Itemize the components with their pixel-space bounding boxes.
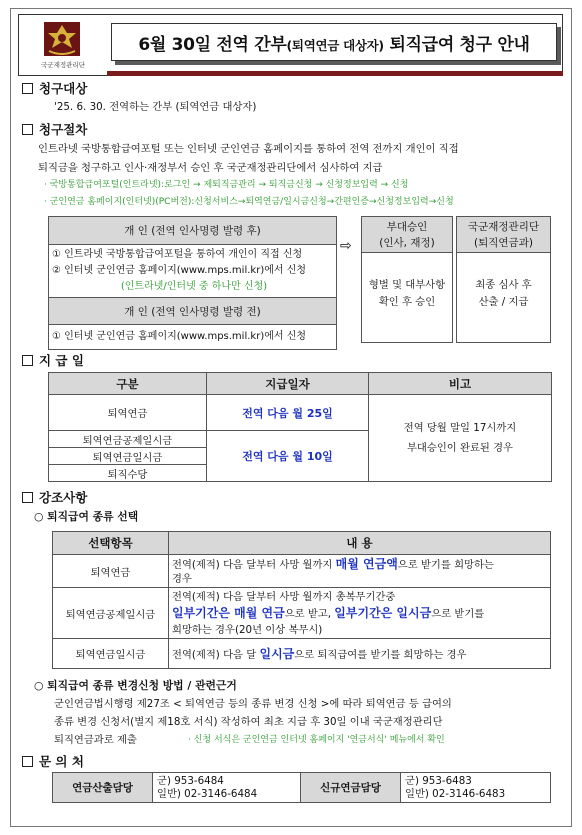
title-box bbox=[111, 23, 557, 61]
payday-col-date: 지급일자 bbox=[207, 373, 369, 395]
contact-label-calc: 연금산출담당 bbox=[53, 773, 153, 803]
emphasis-sub-heading-2: ○ 퇴직급여 종류 변경신청 방법 / 관련근거 bbox=[34, 679, 237, 692]
payday-table bbox=[48, 372, 552, 482]
contact-new-numbers: 군) 953-6483 일반) 02-3146-6483 bbox=[401, 773, 551, 803]
procedure-line-2: 퇴직금을 청구하고 인사·재정부서 승인 후 국군재정관리단에서 심사하여 지급 bbox=[38, 162, 383, 174]
benefit-col-content: 내 용 bbox=[169, 532, 551, 555]
flow-unit-body: 형벌 및 대부사항 확인 후 승인 bbox=[368, 279, 446, 308]
flow-unit-approval-box bbox=[361, 216, 453, 343]
procedure-line-1: 인트라넷 국방통합급여포털 또는 인터넷 군인연금 홈페이지를 통하여 전역 전까지 개인이 직접 bbox=[38, 143, 459, 155]
org-name: 국군재정관리단 bbox=[41, 61, 85, 69]
benefit-row1-content: 전역(제적) 다음 달부터 사망 월까지 매월 연금액으로 받기를 희망하는 경우 bbox=[169, 555, 551, 588]
section-procedure-heading: 청구절차 bbox=[22, 120, 87, 138]
flow-hq-header: 국군재정관리단 (퇴직연금과) bbox=[457, 217, 550, 253]
payday-row2-type-1: 퇴역연금공제일시금 bbox=[49, 431, 207, 448]
contact-table bbox=[52, 772, 551, 803]
checkbox-square-icon bbox=[22, 83, 33, 94]
benefit-row3-name: 퇴역연금일시금 bbox=[53, 639, 169, 669]
payday-col-remark: 비고 bbox=[369, 373, 552, 395]
flow-hq-body: 최종 심사 후 산출 / 지급 bbox=[475, 279, 532, 308]
flow-after-step-1: ① 인터넷 군인연금 홈페이지(www.mps.mil.kr)에서 신청 bbox=[52, 331, 307, 342]
benefit-row3-content: 전역(제적) 다음 달 일시금으로 퇴직급여를 받기를 희망하는 경우 bbox=[169, 639, 551, 669]
flow-before-note: (인트라넷/인터넷 중 하나만 신청) bbox=[120, 281, 268, 292]
document-header bbox=[18, 14, 563, 76]
checkbox-square-icon bbox=[22, 756, 33, 767]
checkbox-square-icon bbox=[22, 492, 33, 503]
benefit-row2-name: 퇴역연금공제일시금 bbox=[53, 588, 169, 639]
flow-before-step-2: ② 인터넷 군인연금 홈페이지(www.mps.mil.kr)에서 신청 bbox=[52, 265, 307, 276]
arrow-right-icon: ⇨ bbox=[340, 238, 352, 254]
procedure-note-internet: · 군인연금 홈페이지(인터넷)(PC버전):신청서비스→퇴역연금/일시금신청→간편인증→신청정보입력→신청 bbox=[44, 197, 454, 207]
payday-row1-date: 전역 다음 월 25일 bbox=[207, 395, 369, 431]
flow-hq-box bbox=[456, 216, 551, 343]
payday-row1-type: 퇴역연금 bbox=[49, 395, 207, 431]
change-text-3: 퇴직연금과로 제출 bbox=[54, 734, 137, 746]
payday-col-type: 구분 bbox=[49, 373, 207, 395]
change-note: · 신청 서식은 군인연금 인터넷 홈페이지 '연금서식' 메뉴에서 확인 bbox=[188, 735, 445, 745]
payday-row2-type-2: 퇴역연금일시금 bbox=[49, 448, 207, 465]
procedure-note-intranet: · 국방통합급여포털(인트라넷):로그인 → 제퇴직금관리 → 퇴직금신청 → 신청정보입력 → 신청 bbox=[44, 180, 409, 190]
section-contact-heading: 문 의 처 bbox=[22, 752, 84, 770]
section-target-heading: 청구대상 bbox=[22, 79, 87, 97]
benefit-row1-name: 퇴역연금 bbox=[53, 555, 169, 588]
payday-remark: 전역 당월 말일 17시까지 부대승인이 완료된 경우 bbox=[369, 395, 552, 482]
change-text-1: 군인연금법시행령 제27조 < 퇴역연금 등의 종류 변경 신청 >에 따라 퇴역연금 등 급여의 bbox=[54, 698, 452, 710]
contact-calc-numbers: 군) 953-6484 일반) 02-3146-6484 bbox=[153, 773, 301, 803]
section-emphasis-heading: 강조사항 bbox=[22, 488, 87, 506]
benefit-col-item: 선택항목 bbox=[53, 532, 169, 555]
payday-row2-date: 전역 다음 월 10일 bbox=[207, 431, 369, 482]
benefit-row2-content: 전역(제적) 다음 달부터 사망 월까지 총복무기간중 일부기간은 매월 연금으로 받고, 일부기간은 일시금으로 받기를 희망하는 경우(20년 이상 복무시) bbox=[169, 588, 551, 639]
emphasis-sub-heading-1: ○ 퇴직급여 종류 선택 bbox=[34, 510, 139, 523]
section-payday-heading: 지 급 일 bbox=[22, 351, 84, 369]
emblem-icon bbox=[43, 21, 81, 57]
accent-bar bbox=[107, 71, 563, 76]
flow-personal-box bbox=[48, 216, 337, 350]
flow-personal-before-header: 개 인 (전역 인사명령 발령 후) bbox=[49, 217, 336, 245]
payday-row2-type-3: 퇴직수당 bbox=[49, 465, 207, 482]
checkbox-square-icon bbox=[22, 124, 33, 135]
flow-before-step-1: ① 인트라넷 국방통합급여포털을 통하여 개인이 직접 신청 bbox=[52, 249, 303, 260]
change-text-2: 종류 변경 신청서(별지 제18호 서식) 작성하여 최초 지급 후 30일 이내 국군재정관리단 bbox=[54, 716, 443, 728]
target-text: '25. 6. 30. 전역하는 간부 (퇴역연금 대상자) bbox=[54, 101, 257, 113]
flow-personal-after-header: 개 인 (전역 인사명령 발령 전) bbox=[49, 297, 336, 325]
flow-unit-header: 부대승인 (인사, 재정) bbox=[362, 217, 452, 253]
page-title: 6월 30일 전역 간부(퇴역연금 대상자) 퇴직급여 청구 안내 bbox=[138, 34, 530, 55]
contact-label-new: 신규연금담당 bbox=[301, 773, 401, 803]
org-logo bbox=[19, 15, 107, 75]
checkbox-square-icon bbox=[22, 355, 33, 366]
benefit-type-table bbox=[52, 531, 551, 669]
